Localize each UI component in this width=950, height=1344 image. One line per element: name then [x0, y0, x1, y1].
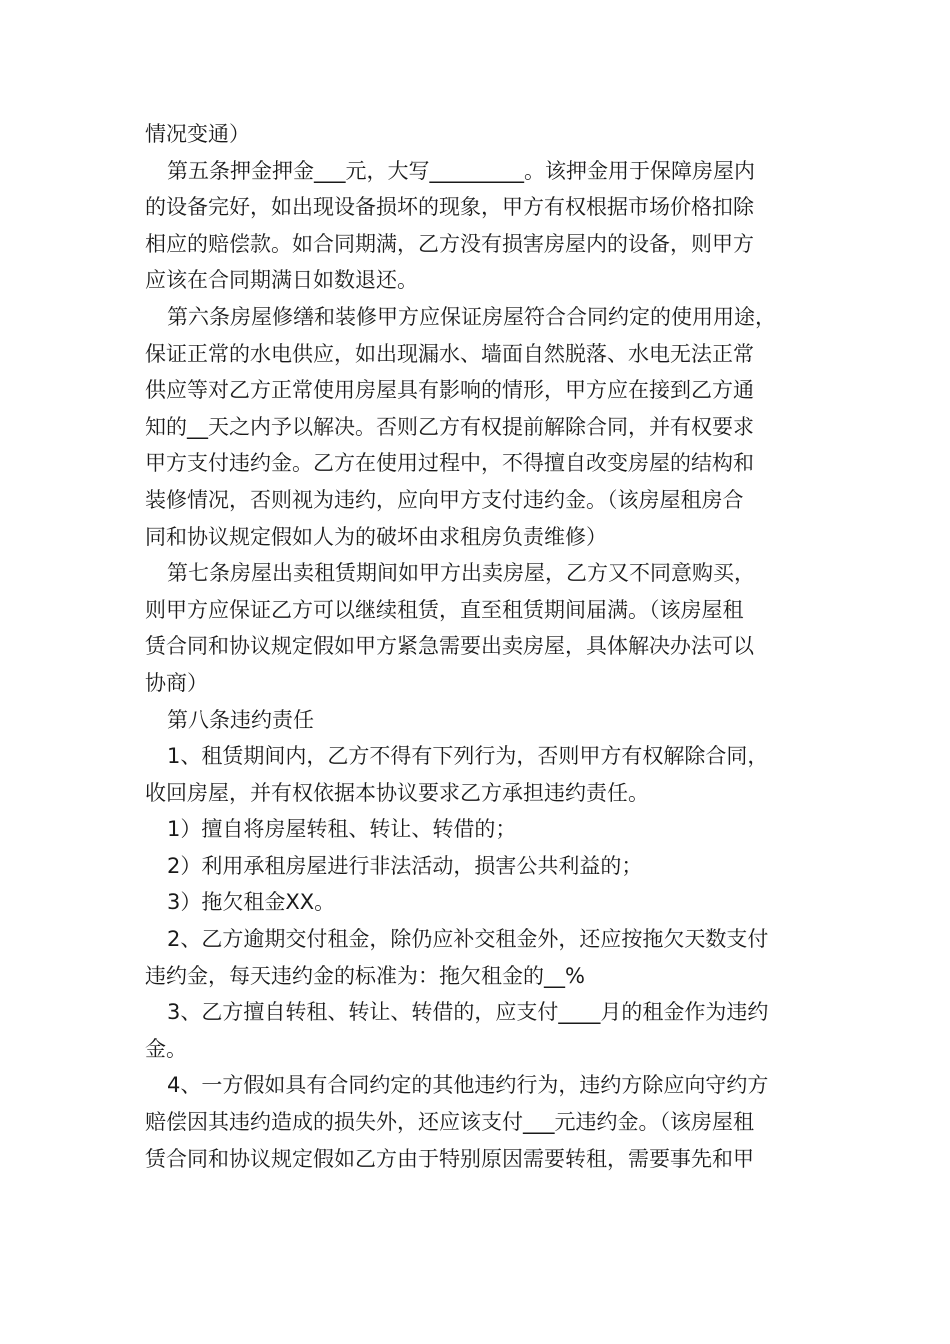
text-line: 知的__天之内予以解决。否则乙方有权提前解除合同，并有权要求: [145, 414, 754, 439]
text-line: 赔偿因其违约造成的损失外，还应该支付___元违约金。（该房屋租: [145, 1110, 754, 1135]
text-line: 2、乙方逾期交付租金，除仍应补交租金外，还应按拖欠天数支付: [167, 927, 769, 952]
text-line: 4、一方假如具有合同约定的其他违约行为，违约方除应向守约方: [167, 1073, 769, 1098]
text-line: 保证正常的水电供应，如出现漏水、墙面自然脱落、水电无法正常: [145, 341, 754, 366]
text-line: 甲方支付违约金。乙方在使用过程中，不得擅自改变房屋的结构和: [145, 451, 754, 476]
text-line: 第七条房屋出卖租赁期间如甲方出卖房屋，乙方又不同意购买，: [167, 561, 755, 586]
text-line: 2）利用承租房屋进行非法活动，损害公共利益的；: [167, 853, 643, 878]
text-line: 第五条押金押金___元，大写_________。该押金用于保障房屋内: [167, 158, 755, 183]
text-line: 的设备完好，如出现设备损坏的现象，甲方有权根据市场价格扣除: [145, 195, 754, 220]
text-line: 第六条房屋修缮和装修甲方应保证房屋符合合同约定的使用用途，: [167, 304, 776, 329]
text-line: 应该在合同期满日如数退还。: [145, 268, 418, 293]
text-line: 收回房屋，并有权依据本协议要求乙方承担违约责任。: [145, 780, 649, 805]
text-line: 情况变通）: [145, 122, 250, 146]
contract-body-text: [145, 116, 825, 1177]
text-line: 第八条违约责任: [167, 707, 314, 732]
text-line: 赁合同和协议规定假如甲方紧急需要出卖房屋，具体解决办法可以: [145, 634, 754, 659]
text-line: 1、租赁期间内，乙方不得有下列行为，否则甲方有权解除合同，: [167, 744, 769, 769]
text-line: 1）擅自将房屋转租、转让、转借的；: [167, 817, 517, 842]
text-line: 金。: [145, 1036, 187, 1061]
text-line: 协商）: [145, 670, 208, 695]
text-line: 同和协议规定假如人为的破坏由求租房负责维修）: [145, 524, 607, 549]
text-line: 赁合同和协议规定假如乙方由于特别原因需要转租，需要事先和甲: [145, 1146, 754, 1171]
text-line: 相应的赔偿款。如合同期满，乙方没有损害房屋内的设备，则甲方: [145, 231, 754, 256]
text-line: 3）拖欠租金XX。: [167, 890, 336, 915]
text-line: 违约金，每天违约金的标准为：拖欠租金的__%: [145, 963, 585, 988]
text-line: 则甲方应保证乙方可以继续租赁，直至租赁期间届满。（该房屋租: [145, 597, 744, 622]
text-line: 3、乙方擅自转租、转让、转借的，应支付____月的租金作为违约: [167, 1000, 769, 1025]
text-line: 装修情况，否则视为违约，应向甲方支付违约金。（该房屋租房合: [145, 487, 744, 512]
text-line: 供应等对乙方正常使用房屋具有影响的情形，甲方应在接到乙方通: [145, 378, 754, 403]
